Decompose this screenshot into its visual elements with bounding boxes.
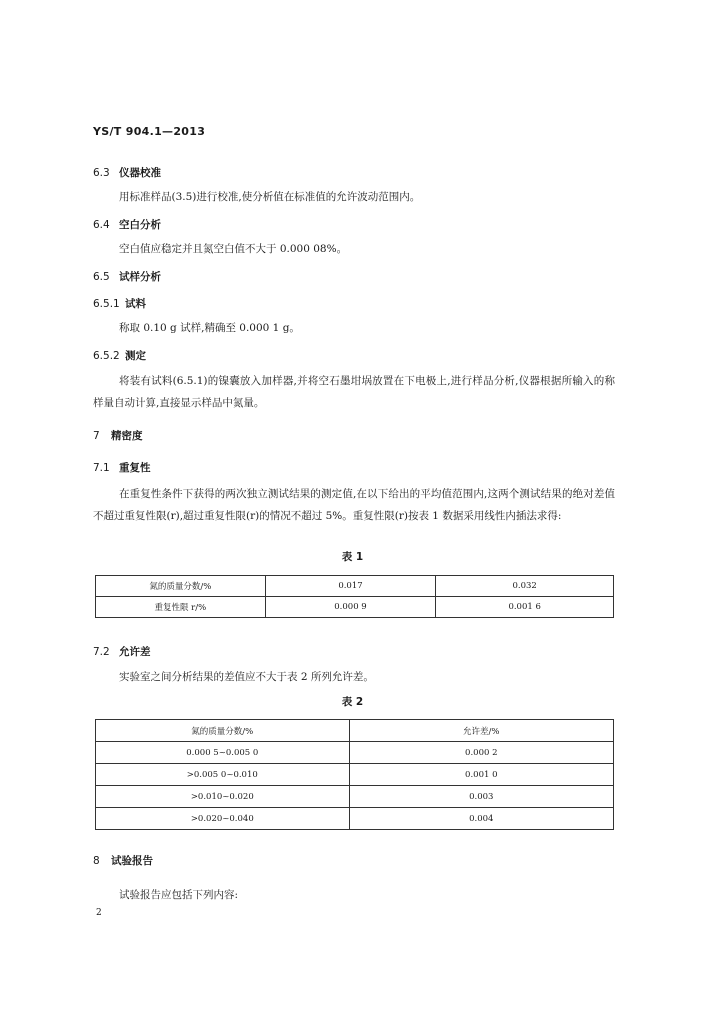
section-number: 6.5.1 [93,298,120,310]
section-7-1-text: 在重复性条件下获得的两次独立测试结果的测定值,在以下给出的平均值范围内,这两个测试结果的绝对差值不超过重复性限(r),超过重复性限(r)的情况不超过 5%。重复性限(r)按表 1 数据采用线性内插法求得: [93,488,615,522]
section-title: 试验报告 [111,855,153,867]
table-row [96,597,614,618]
table-row [96,764,614,786]
section-number: 7.1 [93,462,110,474]
table-row [96,786,614,808]
section-6-5-2-heading [93,348,146,363]
section-7-heading [93,428,143,443]
table-2-caption: 表 2 [341,696,364,708]
table-cell-label: 重复性限 r/% [96,597,266,618]
section-number: 7.2 [93,646,110,658]
section-7-1-heading [93,460,151,475]
table-cell-tolerance: 0.004 [349,808,613,830]
standard-code-header: YS/T 904.1—2013 [93,125,206,138]
table-cell-tolerance: 0.000 2 [349,742,613,764]
table-cell-value: 0.017 [265,576,436,597]
table-2 [95,719,614,830]
section-number: 6.4 [93,219,110,231]
section-6-4-heading [93,217,161,232]
section-title: 重复性 [119,462,151,474]
section-7-2-text: 实验室之间分析结果的差值应不大于表 2 所列允许差。 [119,671,374,683]
section-title: 允许差 [119,646,151,658]
table-cell-range: >0.005 0~0.010 [96,764,350,786]
section-6-4-text: 空白值应稳定并且氮空白值不大于 0.000 08%。 [119,243,348,255]
section-6-5-1-heading [93,296,146,311]
section-8-heading [93,853,153,868]
section-6-5-1-text: 称取 0.10 g 试样,精确至 0.000 1 g。 [119,322,300,334]
table-cell-value: 0.032 [436,576,614,597]
section-title: 试料 [125,298,146,310]
section-6-5-2-text: 将装有试料(6.5.1)的镍囊放入加样器,并将空石墨坩埚放置在下电极上,进行样品分析,仪器根据所输入的称样量自动计算,直接显示样品中氮量。 [93,375,615,409]
section-number: 6.3 [93,167,110,179]
section-number: 8 [93,855,100,867]
section-number: 6.5.2 [93,350,120,362]
table-cell-range: >0.020~0.040 [96,808,350,830]
table-header-row [96,720,614,742]
section-number: 7 [93,430,100,442]
section-7-2-heading [93,644,151,659]
section-6-3-text: 用标准样品(3.5)进行校准,使分析值在标准值的允许波动范围内。 [119,191,421,203]
section-title: 测定 [125,350,146,362]
table-1-caption: 表 1 [341,551,364,563]
table-row [96,808,614,830]
table-cell-range: >0.010~0.020 [96,786,350,808]
table-cell-tolerance: 0.003 [349,786,613,808]
page-number: 2 [96,908,102,918]
section-number: 6.5 [93,271,110,283]
table-header-cell: 允许差/% [349,720,613,742]
table-row [96,576,614,597]
section-6-3-heading [93,165,161,180]
table-header-cell: 氮的质量分数/% [96,720,350,742]
table-cell-tolerance: 0.001 0 [349,764,613,786]
table-cell-label: 氮的质量分数/% [96,576,266,597]
section-6-5-heading [93,269,161,284]
section-title: 试样分析 [119,271,161,283]
table-cell-range: 0.000 5~0.005 0 [96,742,350,764]
section-title: 精密度 [111,430,143,442]
section-title: 仪器校准 [119,167,161,179]
section-title: 空白分析 [119,219,161,231]
table-row [96,742,614,764]
section-8-text: 试验报告应包括下列内容: [119,889,239,901]
table-1 [95,575,614,618]
table-cell-value: 0.000 9 [265,597,436,618]
table-cell-value: 0.001 6 [436,597,614,618]
